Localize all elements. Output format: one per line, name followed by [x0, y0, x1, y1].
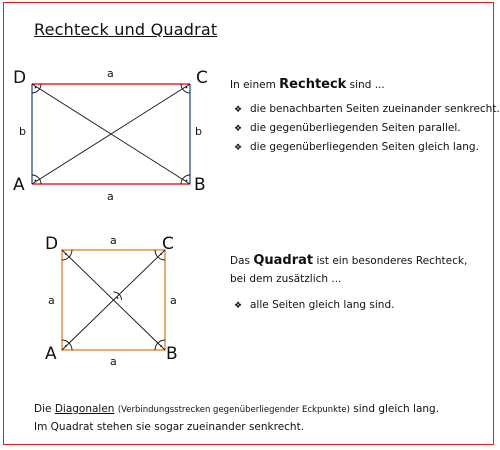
rectangle-intro-suffix: sind ... — [349, 79, 385, 91]
square-vertex-c: C — [162, 234, 174, 254]
square-figure — [62, 250, 165, 350]
diamond-bullet-icon: ❖ — [234, 301, 243, 311]
square-side-label-top: a — [110, 234, 117, 247]
rectangle-vertex-a: A — [13, 175, 25, 195]
diamond-bullet-icon: ❖ — [234, 124, 243, 134]
square-vertex-b: B — [166, 344, 178, 364]
rectangle-side-label-bottom: a — [107, 190, 114, 203]
footer-line-2: Im Quadrat stehen sie sogar zueinander senkrecht. — [34, 421, 305, 433]
rectangle-term: Rechteck — [279, 77, 347, 92]
list-item: ❖ alle Seiten gleich lang sind. — [234, 299, 395, 311]
square-side-label-left: a — [48, 294, 55, 307]
list-item: ❖ die gegenüberliegenden Seiten gleich lang. — [234, 141, 479, 153]
diamond-bullet-icon: ❖ — [234, 105, 243, 115]
footer-line-1: Die Diagonalen (Verbindungsstrecken gegenüberliegender Eckpunkte) sind gleich lang. — [34, 403, 440, 415]
rectangle-figure — [32, 84, 190, 184]
rectangle-side-label-top: a — [107, 67, 114, 80]
diagonals-term: Diagonalen — [54, 403, 115, 415]
square-vertex-d: D — [45, 234, 59, 254]
rectangle-intro — [230, 77, 385, 93]
square-intro-line2: bei dem zusätzlich ... — [230, 273, 342, 285]
square-intro-suffix: ist ein besonderes Rechteck, — [316, 255, 468, 267]
square-intro-prefix: Das — [230, 255, 250, 267]
rectangle-side-label-left: b — [19, 125, 26, 138]
rectangle-intro-prefix: In einem — [230, 79, 276, 91]
rectangle-vertex-b: B — [194, 175, 206, 195]
square-intro — [230, 253, 467, 269]
square-side-label-right: a — [170, 294, 177, 307]
list-item: ❖ die gegenüberliegenden Seiten parallel. — [234, 122, 461, 134]
square-term: Quadrat — [253, 253, 314, 268]
diagonals-note: (Verbindungsstrecken gegenüberliegender Eckpunkte) — [117, 405, 350, 415]
rectangle-side-label-right: b — [195, 125, 202, 138]
page-title: Rechteck und Quadrat — [34, 20, 218, 39]
diamond-bullet-icon: ❖ — [234, 143, 243, 153]
rectangle-vertex-c: C — [196, 68, 208, 88]
square-vertex-a: A — [45, 344, 57, 364]
list-item: ❖ die benachbarten Seiten zueinander senkrecht. — [234, 103, 500, 115]
square-side-label-bottom: a — [110, 355, 117, 368]
rectangle-vertex-d: D — [13, 68, 27, 88]
